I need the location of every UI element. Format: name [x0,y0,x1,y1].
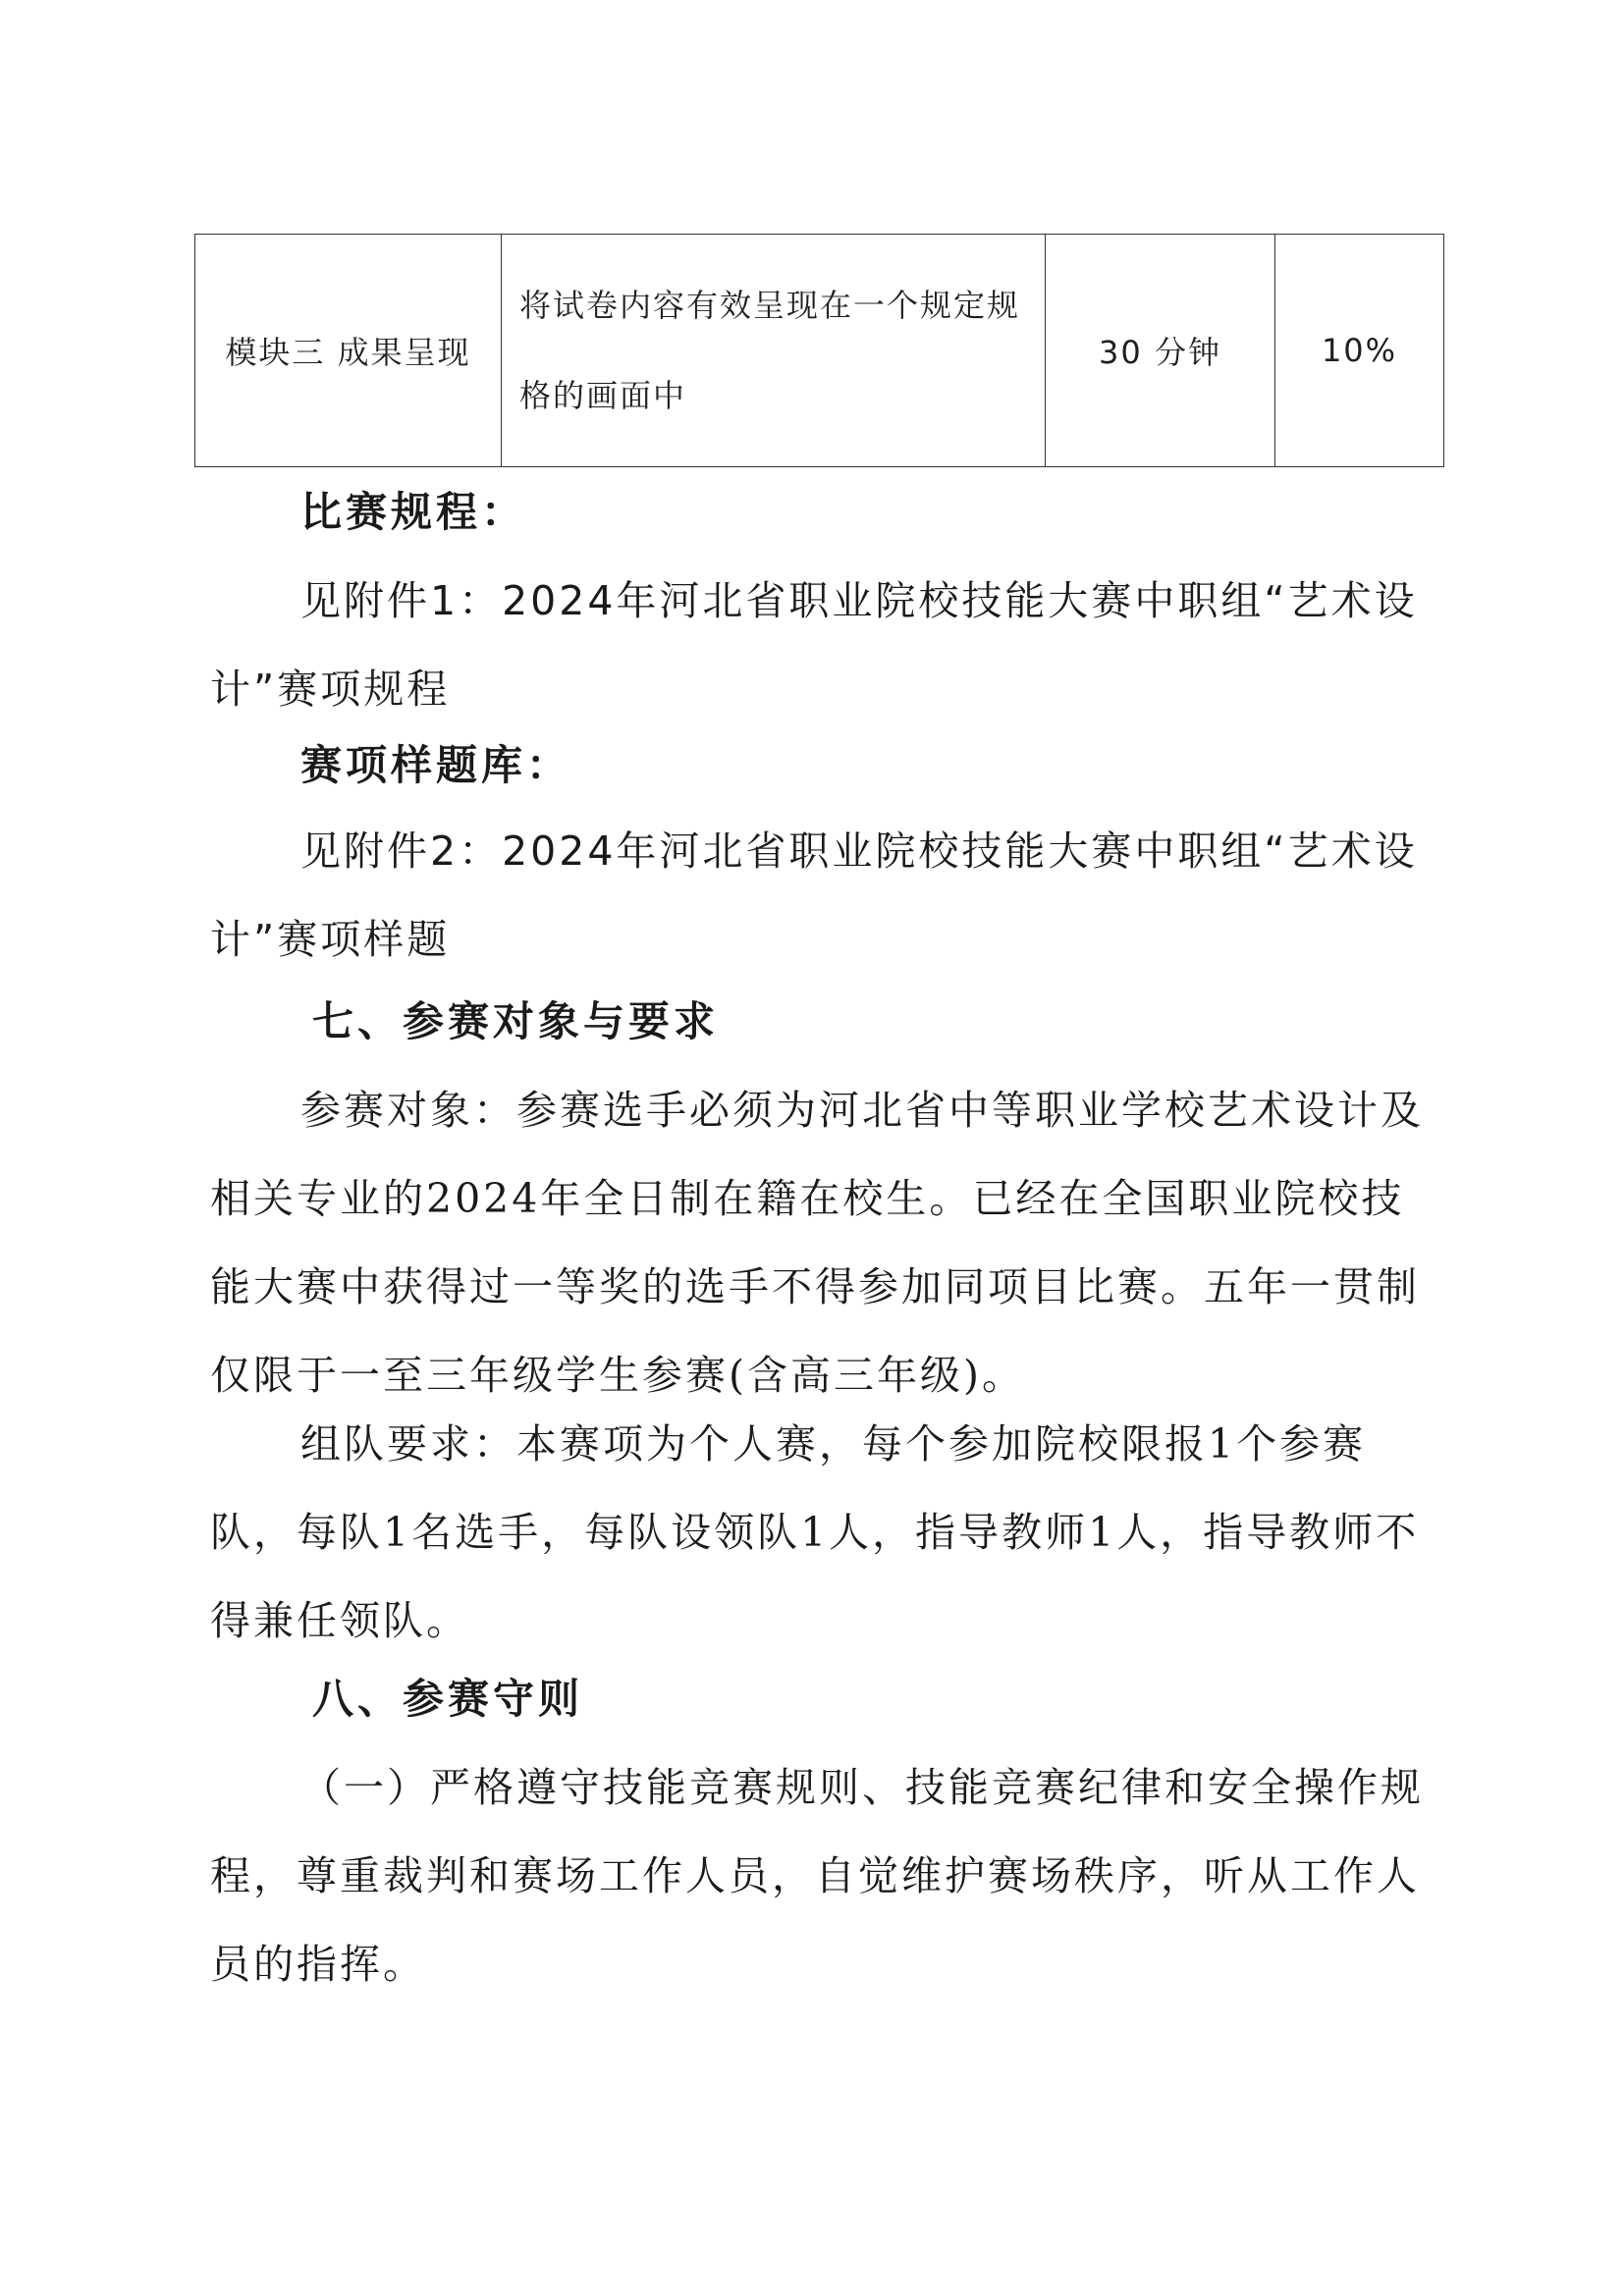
table-row [195,235,1444,467]
module-duration-cell: 30 分钟 [1046,235,1275,467]
sample-heading: 赛项样题库： [300,741,572,789]
sample-text: 见附件2：2024年河北省职业院校技能大赛中职组“艺术设计”赛项样题 [210,828,1418,963]
module-table [194,234,1444,467]
module-weight-cell: 10% [1275,235,1444,467]
section-seven-title: 七、参赛对象与要求 [312,997,720,1045]
module-name-cell: 模块三 成果呈现 [195,235,502,467]
rule-item-one: （一）严格遵守技能竞赛规则、技能竞赛纪律和安全操作规程，尊重裁判和赛场工作人员，自觉维护赛场秩序，听从工作人员的指挥。 [210,1764,1424,1988]
module-description-cell: 将试卷内容有效呈现在一个规定规格的画面中 [502,235,1046,467]
team-requirements-paragraph: 组队要求：本赛项为个人赛，每个参加院校限报1个参赛队，每队1名选手，每队设领队1人，指导教师1人，指导教师不得兼任领队。 [210,1420,1420,1644]
section-eight-title: 八、参赛守则 [312,1675,584,1723]
rules-text: 见附件1：2024年河北省职业院校技能大赛中职组“艺术设计”赛项规程 [210,577,1418,713]
participants-paragraph: 参赛对象：参赛选手必须为河北省中等职业学校艺术设计及相关专业的2024年全日制在籍在校生。已经在全国职业院校技能大赛中获得过一等奖的选手不得参加同项目比赛。五年一贯制仅限于一至三年级学生参赛(含高三年级)。 [210,1087,1424,1399]
rules-heading: 比赛规程： [300,488,527,536]
